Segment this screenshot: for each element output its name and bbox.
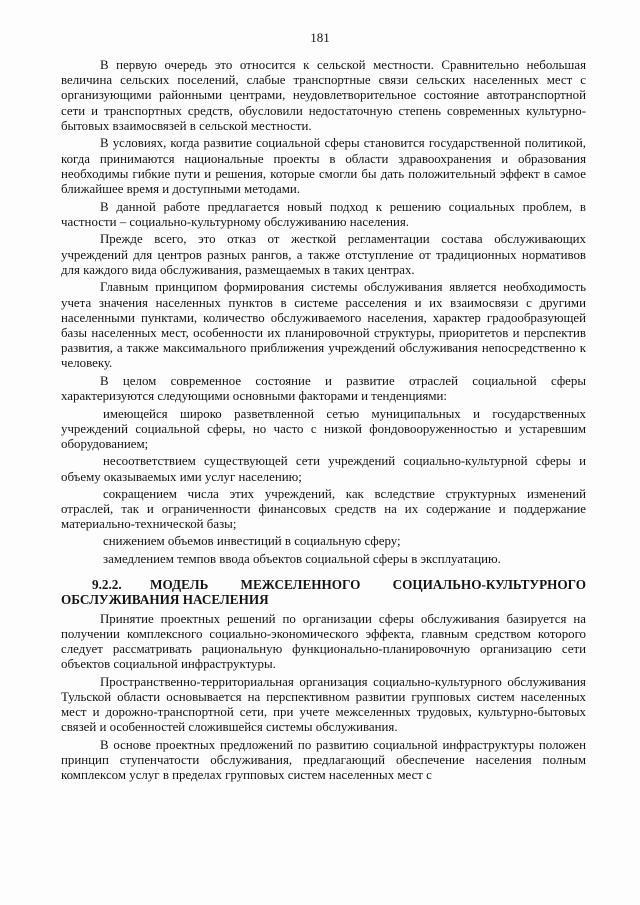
paragraph-rural-areas: В первую очередь это относится к сельской местности. Сравнительно небольшая величина сельских поселений, слабые транспортные связи сельских населенных мест с организующими районными центрами, неудовлетворительное состояние автотранспортной сети и транспортных средств, обусловили недостаточную степень современных культурно-бытовых взаимосвязей в сельской местности. xyxy=(61,58,586,133)
factor-item: снижением объемов инвестиций в социальную сферу; xyxy=(103,534,401,549)
paragraph-stepwise-principle: В основе проектных предложений по развитию социальной инфраструктуры положен принцип ступенчатости обслуживания, предлагающий обеспечение населения полным комплексом услуг в пределах групповых систем населенных мест с xyxy=(61,738,586,783)
factor-item: сокращением числа этих учреждений, как вследствие структурных изменений отраслей, так и ограниченности финансовых средств на их содержание и поддержание материально-технической базы; xyxy=(61,486,586,532)
page-body xyxy=(61,58,586,786)
factor-item: имеющейся широко разветвленной сетью муниципальных и государственных учреждений социальной сферы, но часто с низкой фондовооруженностью и устаревшим оборудованием; xyxy=(61,406,586,452)
section-heading xyxy=(61,577,586,608)
factor-item: замедлением темпов ввода объектов социальной сферы в эксплуатацию. xyxy=(103,551,501,566)
page-number: 181 xyxy=(310,30,330,45)
paragraph-regulation: Прежде всего, это отказ от жесткой регламентации состава обслуживающих учреждений для центров разных рангов, а также отступление от традиционных нормативов для каждого вида обслуживания, размещаемых в таких центрах. xyxy=(61,232,586,277)
paragraph-design-decisions: Принятие проектных решений по организации сферы обслуживания базируется на получении комплексного социально-экономического эффекта, главным средством которого следует рассматривать рациональную функционально-планировочную организацию сети объектов социальной инфраструктуры. xyxy=(61,611,586,672)
paragraph-new-approach: В данной работе предлагается новый подход к решению социальных проблем, в частности – социально-культурному обслуживанию населения. xyxy=(61,199,586,229)
section-title: МОДЕЛЬ МЕЖСЕЛЕННОГО СОЦИАЛЬНО-КУЛЬТУРНОГО ОБСЛУЖИВАНИЯ НАСЕЛЕНИЯ xyxy=(61,576,586,608)
section-number: 9.2.2. xyxy=(92,576,122,592)
paragraph-state-policy: В условиях, когда развитие социальной сферы становится государственной политикой, когда принимаются национальные проекты в области здравоохранения и образования необходимы гибкие пути и решения, которые смогли бы дать положительный эффект в самое ближайшее время и доступными методами. xyxy=(61,136,586,197)
paragraph-current-state: В целом современное состояние и развитие отраслей социальной сферы характеризуются следующими основными факторами и тенденциями: xyxy=(61,374,586,404)
factor-item: несоответствием существующей сети учреждений социально-культурной сферы и объему оказываемых ими услуг населению; xyxy=(61,454,586,484)
paragraph-main-principle: Главным принципом формирования системы обслуживания является необходимость учета значения населенных пунктов в системе расселения и их взаимосвязи с другими населенными пунктами, количество обслуживаемого населения, характер градообразующей базы населенных мест, особенности их планировочной структуры, приоритетов и перспектив развития, а также максимального приближения учреждений обслуживания непосредственно к человеку. xyxy=(61,280,586,371)
paragraph-spatial-organization: Пространственно-территориальная организация социально-культурного обслуживания Тульской области основывается на перспективном развитии групповых систем населенных мест и дорожно-транспортной сети, при учете межселенных трудовых, культурно-бытовых связей и особенностей сложившейся системы обслуживания. xyxy=(61,674,586,735)
